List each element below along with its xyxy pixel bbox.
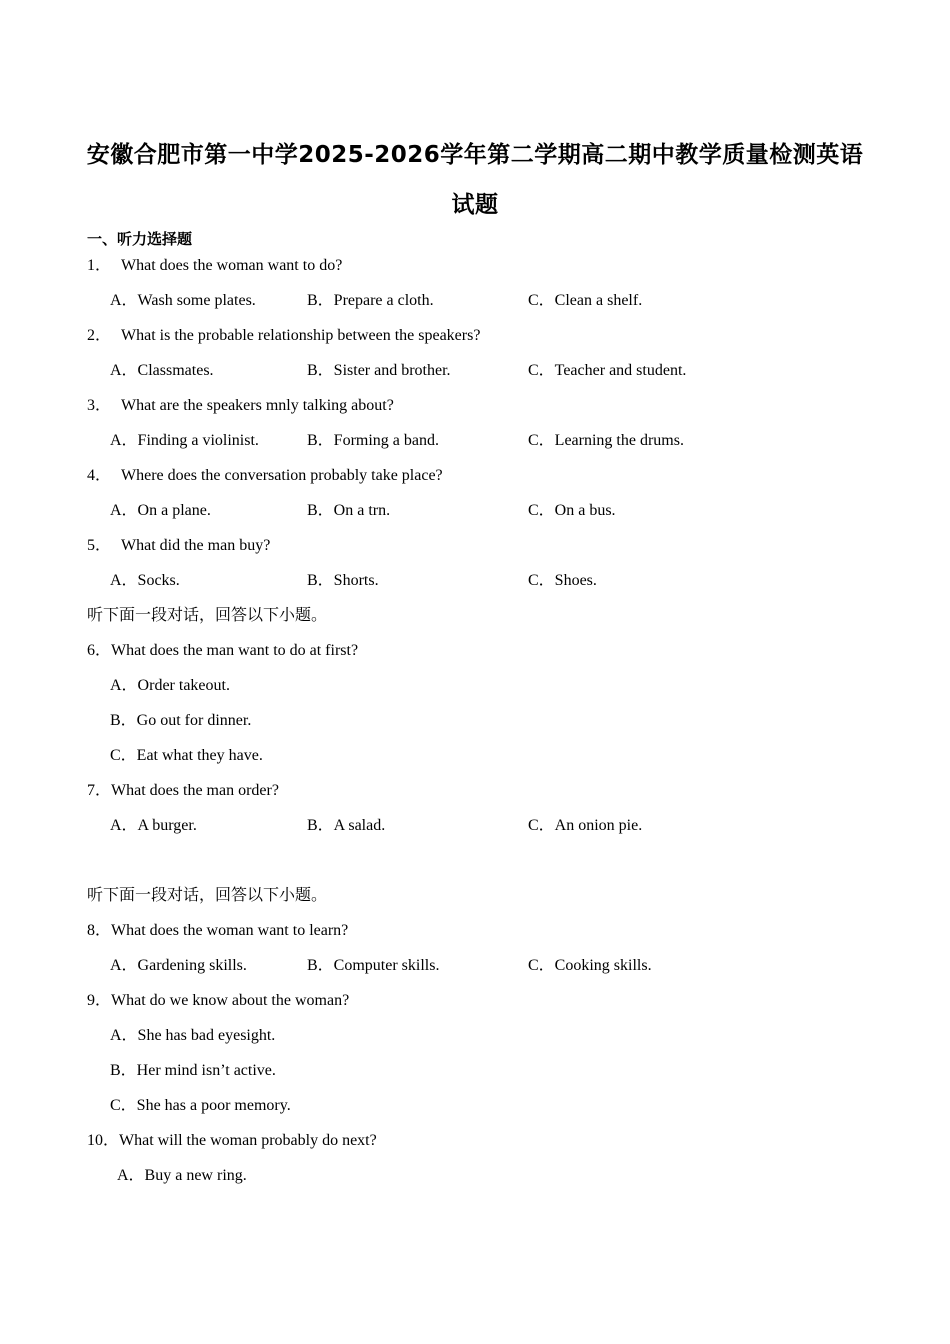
option-8a: A．Gardening skills.	[110, 957, 247, 974]
option-9a: A．She has bad eyesight.	[110, 1027, 276, 1044]
question-6: 6．What does the man want to do at first?	[87, 642, 359, 659]
question-9: 9．What do we know about the woman?	[87, 992, 350, 1009]
option-5a: A．Socks.	[110, 572, 180, 589]
option-2a: A．Classmates.	[110, 362, 214, 379]
option-3a: A．Finding a violinist.	[110, 432, 259, 449]
option-8b: B．Computer skills.	[307, 957, 440, 974]
option-5b: B．Shorts.	[307, 572, 379, 589]
question-2: 2． What is the probable relationship between the speakers?	[87, 327, 481, 344]
option-2c: C．Teacher and student.	[528, 362, 687, 379]
option-4a: A．On a plane.	[110, 502, 211, 519]
option-4b: B．On a trn.	[307, 502, 391, 519]
option-1c: C．Clean a shelf.	[528, 292, 643, 309]
document-title-line1: 安徽合肥市第一中学2025-2026学年第二学期高二期中教学质量检测英语	[86, 142, 864, 168]
option-8c: C．Cooking skills.	[528, 957, 652, 974]
instruction-note-1: 听下面一段对话，回答以下小题。	[87, 605, 328, 624]
question-8: 8．What does the woman want to learn?	[87, 922, 349, 939]
option-2b: B．Sister and brother.	[307, 362, 451, 379]
option-10a: A．Buy a new ring.	[117, 1167, 247, 1184]
instruction-note-2: 听下面一段对话，回答以下小题。	[87, 885, 328, 904]
question-4: 4． Where does the conversation probably take place?	[87, 467, 443, 484]
option-4c: C．On a bus.	[528, 502, 616, 519]
option-7b: B．A salad.	[307, 817, 386, 834]
question-3: 3． What are the speakers mnly talking about?	[87, 397, 394, 414]
option-3c: C．Learning the drums.	[528, 432, 684, 449]
question-1: 1． What does the woman want to do?	[87, 257, 343, 274]
document-title-line2: 试题	[451, 192, 499, 218]
option-9b: B．Her mind isn’t active.	[110, 1062, 276, 1079]
option-6c: C．Eat what they have.	[110, 747, 263, 764]
option-3b: B．Forming a band.	[307, 432, 439, 449]
option-1a: A．Wash some plates.	[110, 292, 256, 309]
question-7: 7．What does the man order?	[87, 782, 279, 799]
section-heading: 一、听力选择题	[87, 230, 193, 248]
question-10: 10．What will the woman probably do next?	[87, 1132, 377, 1149]
option-9c: C．She has a poor memory.	[110, 1097, 291, 1114]
option-1b: B．Prepare a cloth.	[307, 292, 434, 309]
question-5: 5． What did the man buy?	[87, 537, 271, 554]
option-6a: A．Order takeout.	[110, 677, 230, 694]
option-5c: C．Shoes.	[528, 572, 597, 589]
option-7a: A．A burger.	[110, 817, 197, 834]
option-6b: B．Go out for dinner.	[110, 712, 252, 729]
option-7c: C．An onion pie.	[528, 817, 643, 834]
